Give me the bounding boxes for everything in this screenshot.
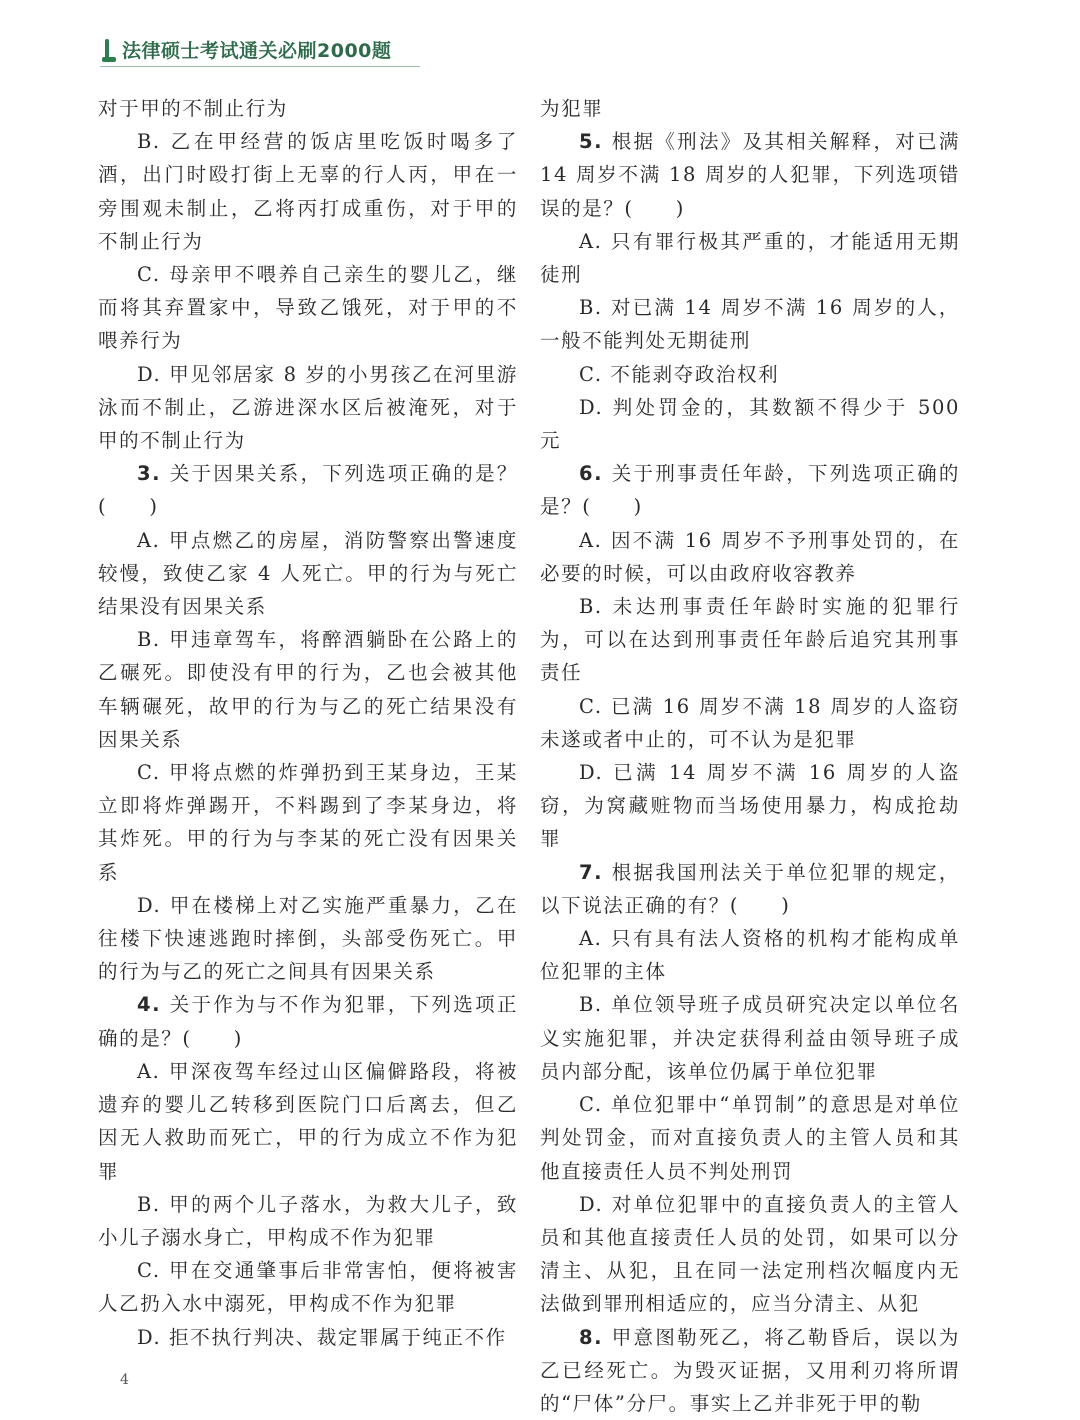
book-title: 法律硕士考试通关必刷2000题 [122, 40, 392, 62]
answer-option: B. 乙在甲经营的饭店里吃饭时喝多了酒，出门时殴打街上无辜的行人丙，甲在一旁围观未制止，乙将丙打成重伤，对于甲的不制止行为 [98, 130, 518, 253]
answer-option: B. 未达刑事责任年龄时实施的犯罪行为，可以在达到刑事责任年龄后追究其刑事责任 [540, 595, 960, 685]
question-stem [98, 457, 518, 523]
question-text: 甲意图勒死乙，将乙勒昏后，误以为乙已经死亡。为毁灭证据，又用利刃将所谓的“尸体”分尸。事实上乙并非死于甲的勒 [540, 1325, 960, 1415]
answer-option: A. 甲深夜驾车经过山区偏僻路段，将被遗弃的婴儿乙转移到医院门口后离去，但乙因无人救助而死亡，甲的行为成立不作为犯罪 [98, 1059, 518, 1183]
question-text: 关于作为与不作为犯罪，下列选项正确的是？( ) [98, 993, 518, 1050]
question-text: 关于刑事责任年龄，下列选项正确的是？( ) [540, 462, 960, 519]
question-number: 5. [579, 130, 604, 154]
answer-option: 对于甲的不制止行为 [98, 97, 288, 120]
answer-option: B. 甲违章驾车，将醉酒躺卧在公路上的乙碾死。即使没有甲的行为，乙也会被其他车辆碾死，故甲的行为与乙的死亡结果没有因果关系 [98, 628, 518, 751]
answer-option: C. 已满 16 周岁不满 18 周岁的人盗窃未遂或者中止的，可不认为是犯罪 [540, 694, 960, 751]
answer-option: A. 因不满 16 周岁不予刑事处罚的，在必要的时候，可以由政府收容教养 [540, 528, 960, 585]
answer-option: B. 单位领导班子成员研究决定以单位名义实施犯罪，并决定获得利益由领导班子成员内部分配，该单位仍属于单位犯罪 [540, 993, 960, 1083]
header-divider [100, 66, 420, 67]
answer-option: D. 拒不执行判决、裁定罪属于纯正不作 [137, 1325, 507, 1349]
answer-option: D. 判处罚金的，其数额不得少于 500 元 [540, 395, 960, 453]
answer-option: 为犯罪 [540, 97, 604, 120]
question-number: 3. [137, 462, 162, 486]
answer-option: D. 已满 14 周岁不满 16 周岁的人盗窃，为窝藏赃物而当场使用暴力，构成抢劫罪 [540, 761, 960, 851]
question-stem [540, 856, 960, 922]
answer-option: C. 单位犯罪中“单罚制”的意思是对单位判处罚金，而对直接负责人的主管人员和其他直接责任人员不判处刑罚 [540, 1093, 960, 1183]
bookmark-icon [100, 37, 116, 63]
answer-option: C. 母亲甲不喂养自己亲生的婴儿乙，继而将其弃置家中，导致乙饿死，对于甲的不喂养行为 [98, 263, 518, 353]
answer-option: D. 甲见邻居家 8 岁的小男孩乙在河里游泳而不制止，乙游进深水区后被淹死，对于甲的不制止行为 [98, 362, 518, 453]
question-text: 根据我国刑法关于单位犯罪的规定，以下说法正确的有？( ) [540, 860, 960, 917]
question-number: 4. [137, 993, 162, 1017]
answer-option: B. 甲的两个儿子落水，为救大儿子，致小儿子溺水身亡，甲构成不作为犯罪 [98, 1192, 518, 1249]
question-number: 6. [579, 462, 604, 486]
answer-option: C. 甲在交通肇事后非常害怕，便将被害人乙扔入水中溺死，甲构成不作为犯罪 [98, 1259, 518, 1316]
answer-option: A. 只有具有法人资格的机构才能构成单位犯罪的主体 [540, 927, 960, 984]
question-stem [540, 1321, 960, 1420]
question-stem [540, 125, 960, 225]
question-number: 8. [579, 1325, 604, 1349]
answer-option: A. 甲点燃乙的房屋，消防警察出警速度较慢，致使乙家 4 人死亡。甲的行为与死亡结果没有因果关系 [98, 528, 518, 619]
answer-option: A. 只有罪行极其严重的，才能适用无期徒刑 [540, 229, 960, 287]
question-text: 根据《刑法》及其相关解释，对已满 14 周岁不满 18 周岁的人犯罪，下列选项错误的是？( ) [540, 130, 960, 220]
answer-option: D. 甲在楼梯上对乙实施严重暴力，乙在往楼下快速逃跑时摔倒，头部受伤死亡。甲的行为与乙的死亡之间具有因果关系 [98, 893, 518, 984]
answer-option: D. 对单位犯罪中的直接负责人的主管人员和其他直接责任人员的处罚，如果可以分清主、从犯，且在同一法定刑档次幅度内无法做到罪刑相适应的，应当分清主、从犯 [540, 1192, 960, 1316]
answer-option: C. 甲将点燃的炸弹扔到王某身边，王某立即将炸弹踢开，不料踢到了李某身边，将其炸死。甲的行为与李某的死亡没有因果关系 [98, 761, 518, 884]
right-column [540, 92, 960, 1420]
left-column [98, 92, 518, 1354]
page-number: 4 [120, 1372, 129, 1388]
question-stem [540, 457, 960, 523]
answer-option: B. 对已满 14 周岁不满 16 周岁的人，一般不能判处无期徒刑 [540, 296, 960, 353]
answer-option: C. 不能剥夺政治权利 [579, 362, 780, 386]
question-text: 关于因果关系，下列选项正确的是？( ) [98, 462, 518, 519]
question-stem [98, 988, 518, 1054]
book-header [100, 36, 391, 63]
question-number: 7. [579, 860, 604, 884]
